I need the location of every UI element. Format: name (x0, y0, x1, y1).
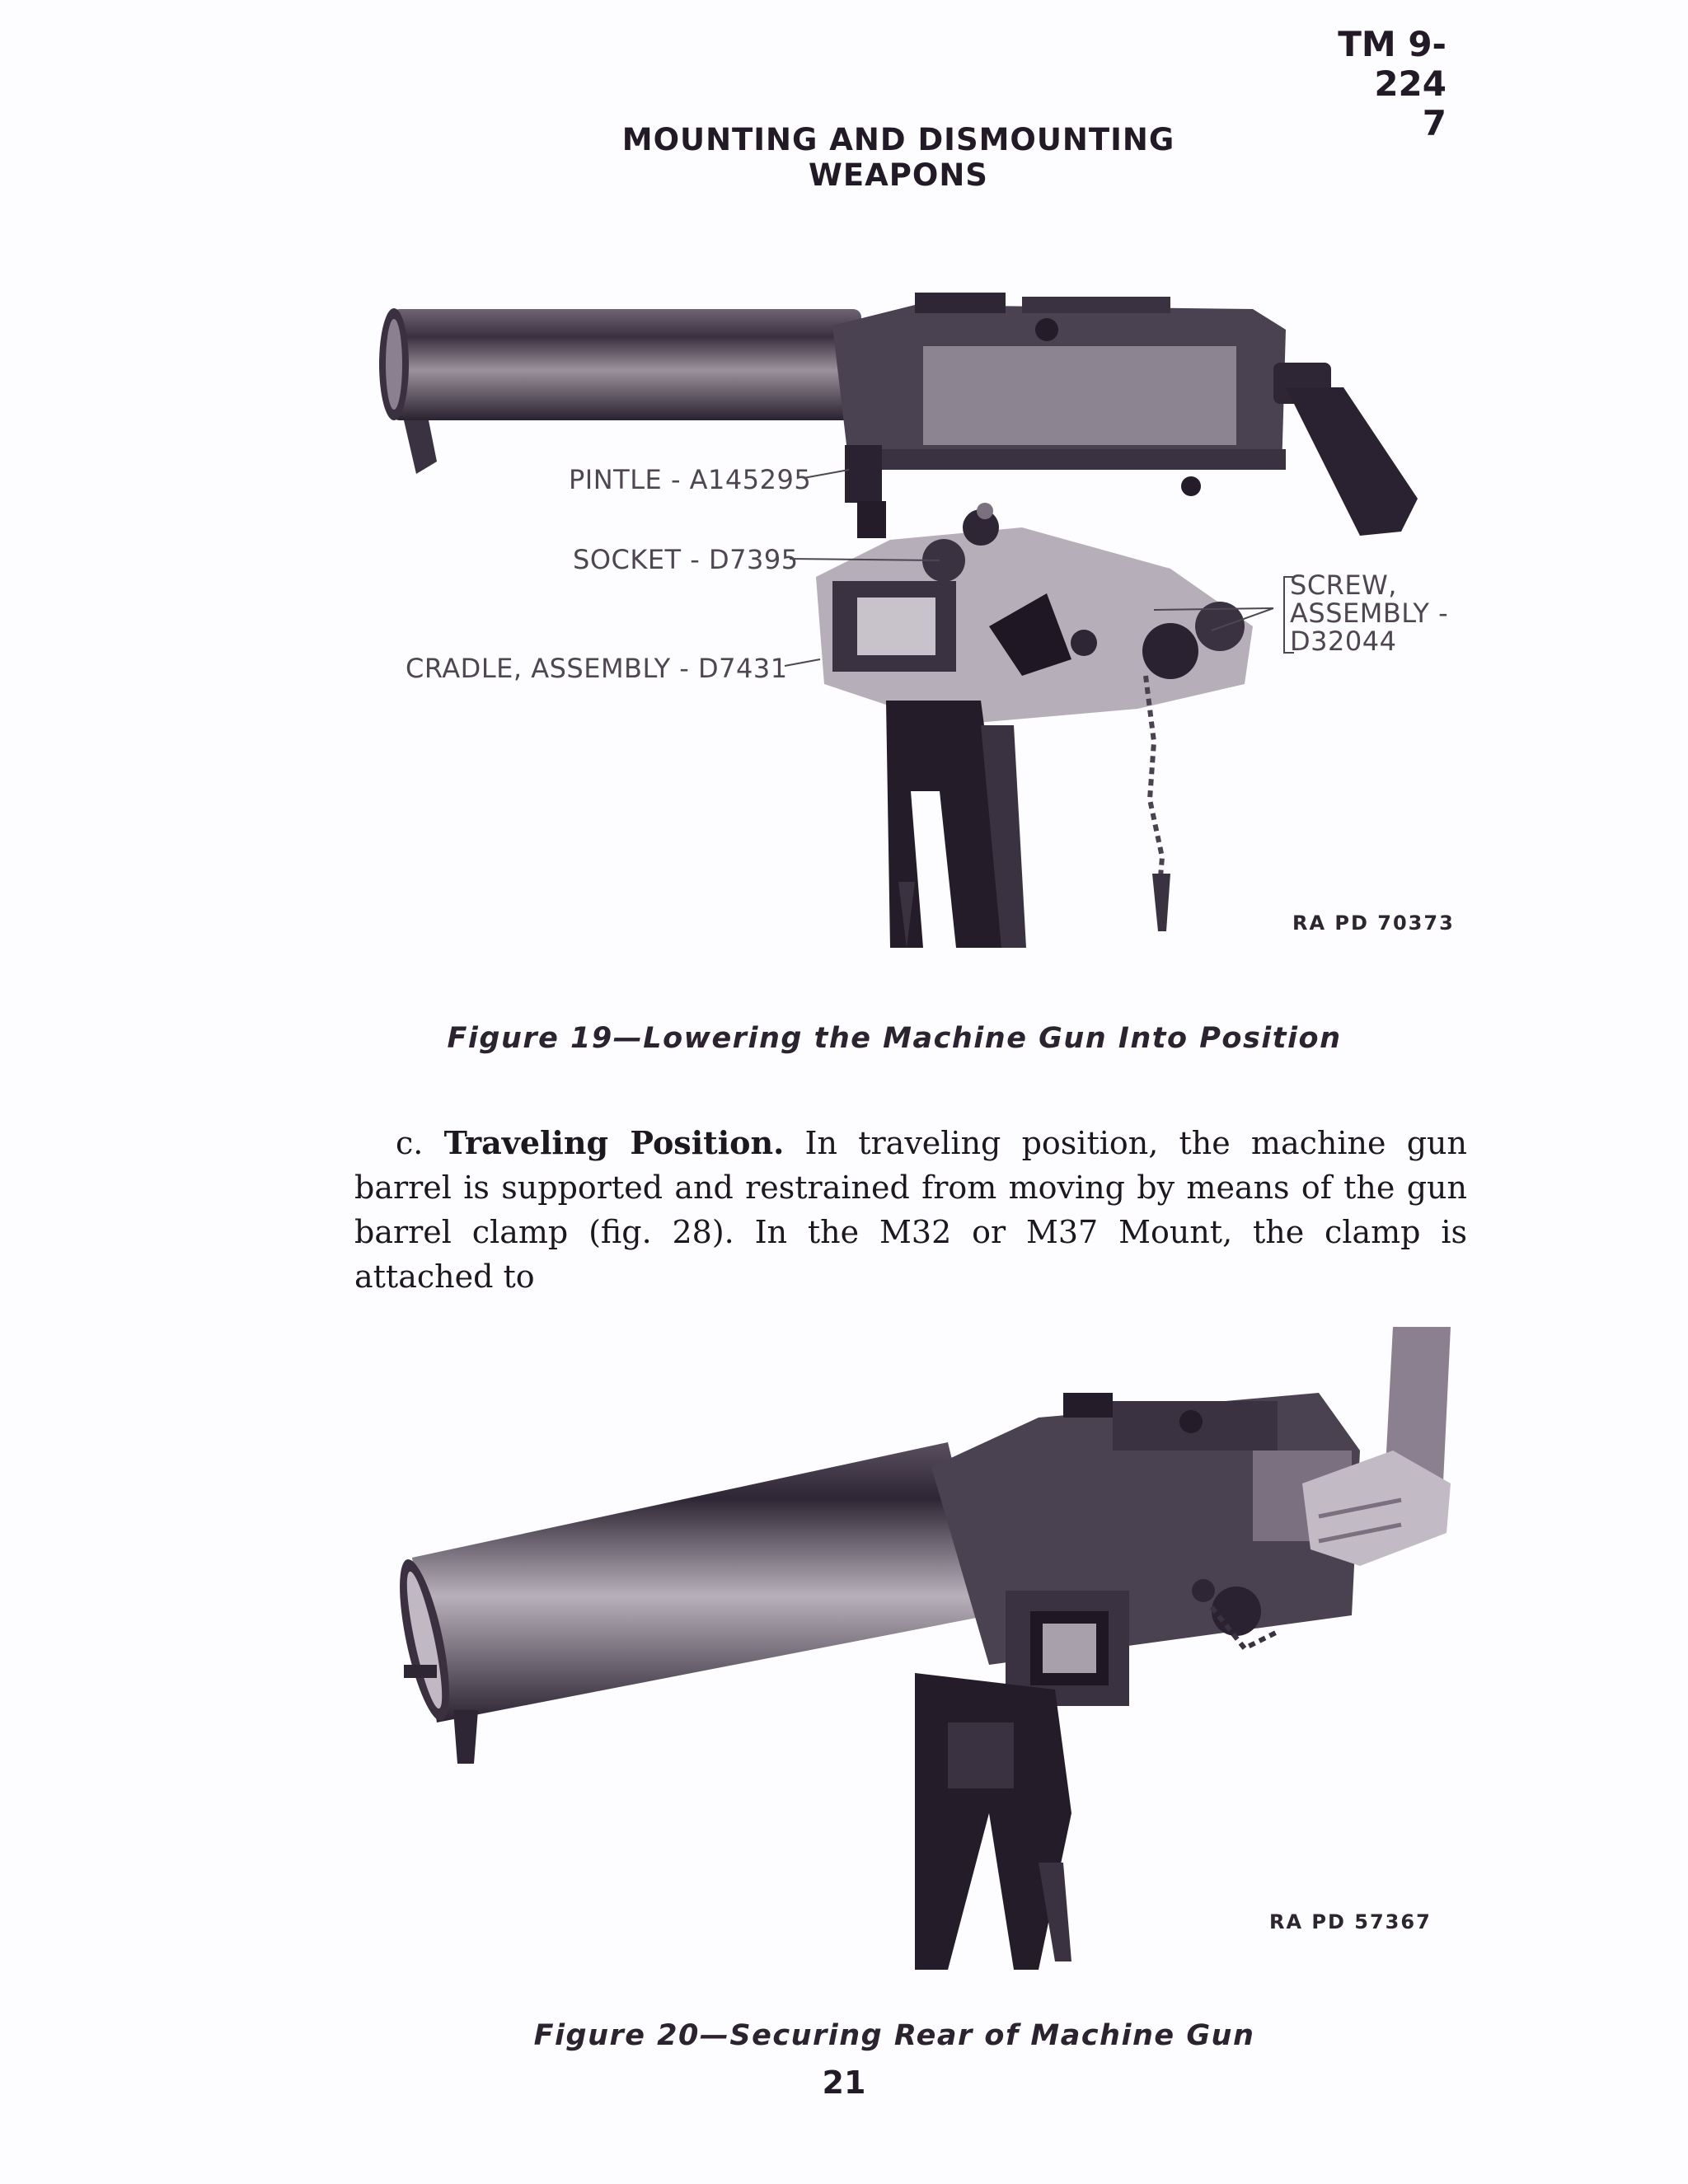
label-screw-line1: SCREW, (1290, 569, 1397, 601)
section-title: MOUNTING AND DISMOUNTING WEAPONS (621, 122, 1175, 193)
label-pintle: PINTLE - A145295 (569, 464, 812, 495)
tm-number: TM 9-224 (1338, 24, 1447, 104)
run-in-heading: Traveling Position. (443, 1124, 785, 1161)
figure-19-caption: Figure 19—Lowering the Machine Gun Into Position (447, 1022, 1342, 1055)
label-screw-line3: D32044 (1290, 626, 1397, 657)
fig19-photo-ref: RA PD 70373 (1292, 912, 1455, 935)
fig20-gun (390, 1393, 1360, 1764)
label-screw-line2: ASSEMBLY - (1290, 598, 1449, 629)
figure-20-caption: Figure 20—Securing Rear of Machine Gun (533, 2019, 1255, 2052)
section-number: 7 (1422, 103, 1447, 143)
label-socket: SOCKET - D7395 (573, 544, 799, 575)
paragraph-letter: c. (396, 1125, 424, 1161)
paragraph-text: In traveling position, the machine gun barrel is supported and restrained from moving by means of the gun barrel clamp (fig. 28). In the M32 or M37 Mount, the clamp is attached to (354, 1125, 1467, 1295)
fig20-photo-ref: RA PD 57367 (1269, 1910, 1432, 1933)
page-number: 21 (822, 2064, 866, 2101)
label-cradle: CRADLE, ASSEMBLY - D7431 (406, 653, 788, 684)
